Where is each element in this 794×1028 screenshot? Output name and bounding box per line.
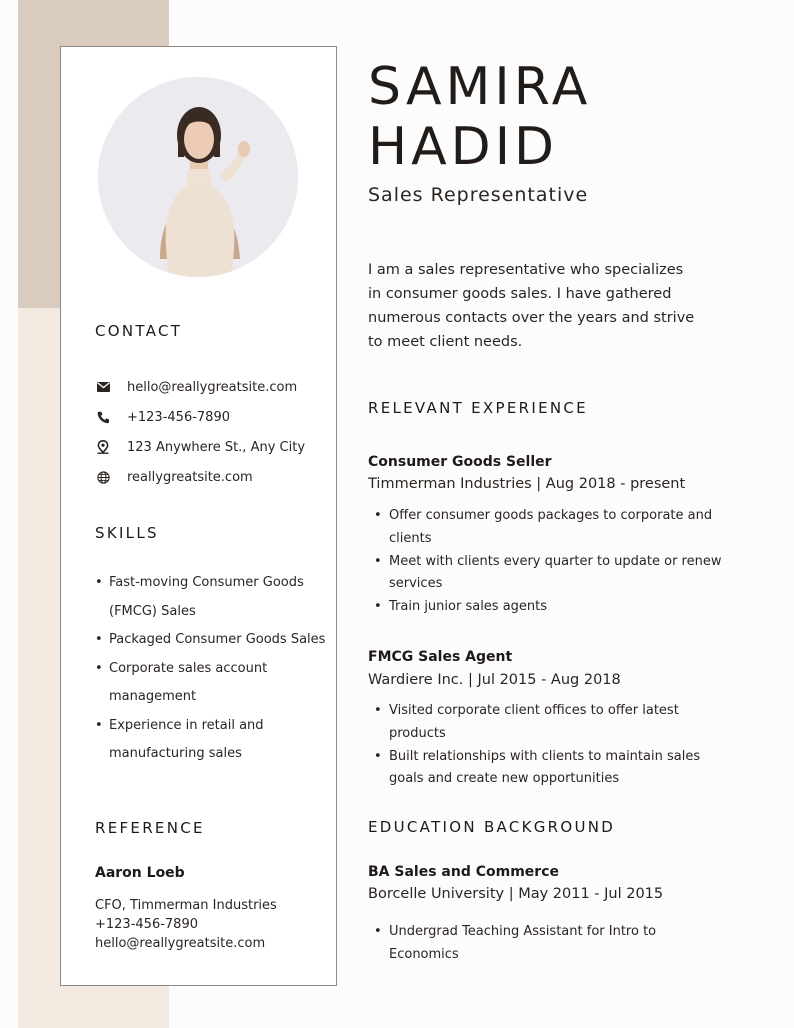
mail-icon <box>95 379 111 395</box>
job-bullets <box>368 505 733 619</box>
job-bullet: • Offer consumer goods packages to corporate and clients <box>368 505 733 551</box>
contact-heading: CONTACT <box>95 322 183 340</box>
last-name: HADID <box>368 117 559 177</box>
contact-phone[interactable] <box>95 402 305 432</box>
reference-email: hello@reallygreatsite.com <box>95 936 266 951</box>
job-title: Consumer Goods Seller <box>368 454 552 470</box>
education-bullet: • Undergrad Teaching Assistant for Intro to Economics <box>368 921 668 967</box>
job-bullet: • Train junior sales agents <box>368 596 733 619</box>
reference-heading: REFERENCE <box>95 819 205 837</box>
job-bullets <box>368 700 733 791</box>
first-name: SAMIRA <box>368 57 592 117</box>
reference-name: Aaron Loeb <box>95 865 185 881</box>
full-name <box>368 57 591 177</box>
job-bullet: • Visited corporate client offices to offer latest products <box>368 700 733 746</box>
contact-website-text: reallygreatsite.com <box>127 469 253 485</box>
contact-email-text: hello@reallygreatsite.com <box>127 379 298 395</box>
education-heading: EDUCATION BACKGROUND <box>368 818 616 836</box>
contact-email[interactable] <box>95 372 305 402</box>
job-bullet: • Built relationships with clients to maintain sales goals and create new opportunities <box>368 746 733 792</box>
skill-item: • Packaged Consumer Goods Sales <box>95 626 331 655</box>
contact-address <box>95 432 305 462</box>
skill-item: • Fast-moving Consumer Goods (FMCG) Sales <box>95 569 331 626</box>
sidebar-panel <box>60 46 337 986</box>
skill-item: • Corporate sales account management <box>95 655 331 712</box>
globe-icon <box>95 469 111 485</box>
degree-title: BA Sales and Commerce <box>368 864 559 880</box>
contact-phone-text: +123-456-7890 <box>127 409 230 425</box>
education-bullets <box>368 921 668 967</box>
job-subtitle: Wardiere Inc. | Jul 2015 - Aug 2018 <box>368 672 621 688</box>
reference-position: CFO, Timmerman Industries <box>95 898 277 913</box>
reference-phone: +123-456-7890 <box>95 917 198 932</box>
skills-list <box>95 569 331 769</box>
job-title: FMCG Sales Agent <box>368 649 513 665</box>
job-bullet: • Meet with clients every quarter to update or renew services <box>368 551 733 597</box>
skill-item: • Experience in retail and manufacturing sales <box>95 712 331 769</box>
job-subtitle: Timmerman Industries | Aug 2018 - present <box>368 476 686 492</box>
contact-list <box>95 372 305 492</box>
job-role: Sales Representative <box>368 184 589 206</box>
degree-subtitle: Borcelle University | May 2011 - Jul 2015 <box>368 886 664 902</box>
contact-website[interactable] <box>95 462 305 492</box>
skills-heading: SKILLS <box>95 524 159 542</box>
phone-icon <box>95 409 111 425</box>
location-pin-icon <box>95 439 111 455</box>
profile-summary: I am a sales representative who specializes in consumer goods sales. I have gathered numerous contacts over the years and strive to meet client needs. <box>368 262 695 350</box>
contact-address-text: 123 Anywhere St., Any City <box>127 439 306 455</box>
profile-photo <box>98 77 298 277</box>
experience-heading: RELEVANT EXPERIENCE <box>368 399 588 417</box>
portrait-illustration <box>98 77 298 277</box>
